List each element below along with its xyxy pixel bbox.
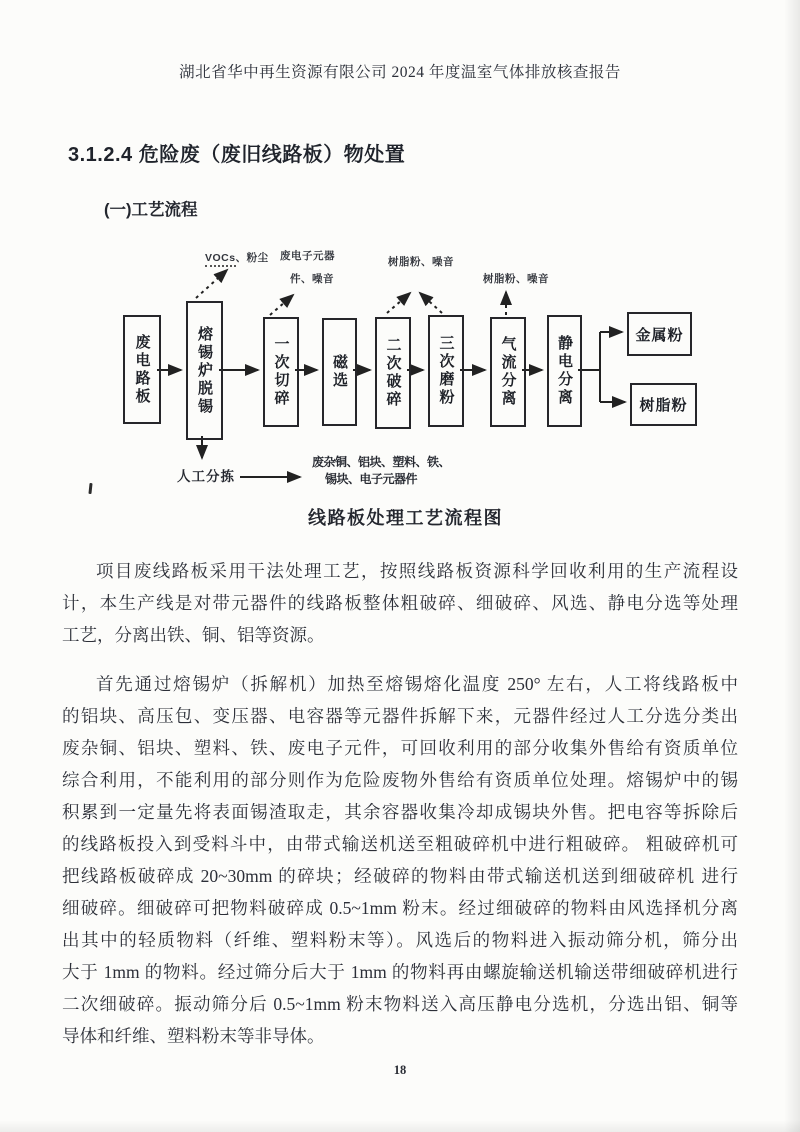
scan-edge-shadow-right — [784, 0, 800, 1132]
emission-note-airflow: 树脂粉、噪音 — [483, 273, 549, 285]
page-number: 18 — [393, 1063, 407, 1077]
flow-box-resin-powder — [630, 383, 697, 426]
scan-edge-shadow-bottom — [0, 1120, 800, 1132]
flow-box-label: 二次破碎 — [384, 337, 402, 409]
emission-dashed-arrows — [196, 270, 506, 315]
text-line: 综合利用，不能利用的部分则作为危险废物外售给有资质单位处理。熔锡炉中的锡 — [62, 770, 738, 790]
flow-box-third-grinding — [428, 315, 464, 427]
text-line: 废杂铜、铝块、塑料、铁、废电子元件，可回收利用的部分收集外售给有资质单位 — [62, 738, 738, 758]
flow-box-magnetic-separation — [322, 318, 357, 426]
text-line: 出其中的轻质物料（纤维、塑料粉末等）。风选后的物料进入振动筛分机，筛分出 — [62, 930, 738, 950]
sorting-output-line2: 锡块、电子元器件 — [325, 472, 418, 486]
text-line: 工艺，分离出铁、铜、铝等资源。 — [62, 625, 325, 645]
text-line: 积累到一定量先将表面锡渣取走，其余容器收集冷却成锡块外售。把电容等拆除后 — [62, 802, 738, 822]
sorting-output-line1: 废杂铜、铝块、塑料、铁、 — [312, 455, 451, 469]
text-line: 首先通过熔锡炉（拆解机）加热至熔锡熔化温度 250° 左右，人工将线路板中 — [96, 674, 738, 694]
flow-box-label: 三次磨粉 — [437, 335, 455, 407]
text-line: 的线路板投入到受料斗中，由带式输送机送至粗破碎机中进行粗破碎。 粗破碎机可 — [62, 834, 738, 854]
paragraph-process-detail — [62, 668, 738, 1052]
flow-box-solder-furnace — [186, 301, 223, 440]
flowchart-caption: 线路板处理工艺流程图 — [308, 508, 503, 528]
voc-underlined-text: VOCs — [205, 252, 236, 267]
flow-box-airflow-separation — [490, 317, 526, 427]
text-line: 项目废线路板采用干法处理工艺，按照线路板资源科学回收利用的生产流程设 — [96, 561, 738, 581]
section-heading: 3.1.2.4 危险废（废旧线路板）物处置 — [68, 144, 406, 166]
flow-box-label: 磁选 — [331, 354, 348, 390]
paragraph-process-overview — [62, 555, 738, 651]
manual-sorting-label: 人工分拣 — [177, 469, 235, 484]
text-line: 细破碎。细破碎可把物料破碎成 0.5~1mm 粉末。经过细破碎的物料由风选择机分离 — [62, 898, 738, 918]
flow-box-label: 熔锡炉脱锡 — [196, 325, 213, 416]
flow-box-first-cutting — [263, 317, 299, 427]
scan-artifact-mark — [88, 483, 92, 494]
text-line: 导体和纤维、塑料粉末等非导体。 — [62, 1026, 325, 1046]
text-line: 大于 1mm 的物料。经过筛分后大于 1mm 的物料再由螺旋输送机输送带细破碎机进行 — [62, 962, 738, 982]
flow-box-metal-powder — [627, 312, 692, 356]
process-flowchart — [100, 240, 760, 540]
flow-box-label: 金属粉 — [635, 326, 684, 344]
text-line: 计，本生产线是对带元器件的线路板整体粗破碎、细破碎、风选、静电分选等处理 — [62, 593, 738, 613]
flow-box-label: 静电分离 — [556, 335, 573, 407]
subsection-heading: (一)工艺流程 — [104, 201, 198, 219]
text-line: 把线路板破碎成 20~30mm 的碎块；经破碎的物料由带式输送机送到细破碎机 进行 — [62, 866, 738, 886]
dust-text: 、粉尘 — [235, 252, 269, 264]
text-line: 的铝块、高压包、变压器、电容器等元器件拆解下来，元器件经过人工分选分类出 — [62, 706, 738, 726]
document-header: 湖北省华中再生资源有限公司 2024 年度温室气体排放核查报告 — [179, 64, 621, 81]
flow-box-electrostatic-separation — [547, 315, 582, 427]
emission-note-components-line2: 件、噪音 — [290, 273, 334, 285]
flow-box-label: 气流分离 — [499, 336, 517, 408]
flow-box-waste-circuit-board — [123, 315, 161, 424]
text-line: 二次细破碎。振动筛分后 0.5~1mm 粉末物料送入高压静电分选机，分选出铝、铜等 — [62, 994, 738, 1014]
emission-note-voc-dust — [205, 250, 269, 265]
emission-note-components-line1: 废电子元器 — [280, 250, 335, 262]
flow-box-second-crushing — [375, 317, 411, 429]
emission-note-crush-grind: 树脂粉、噪音 — [388, 256, 454, 268]
flow-box-label: 树脂粉 — [639, 397, 688, 414]
flow-box-label: 废电路板 — [133, 333, 151, 406]
flow-box-label: 一次切碎 — [272, 336, 290, 408]
